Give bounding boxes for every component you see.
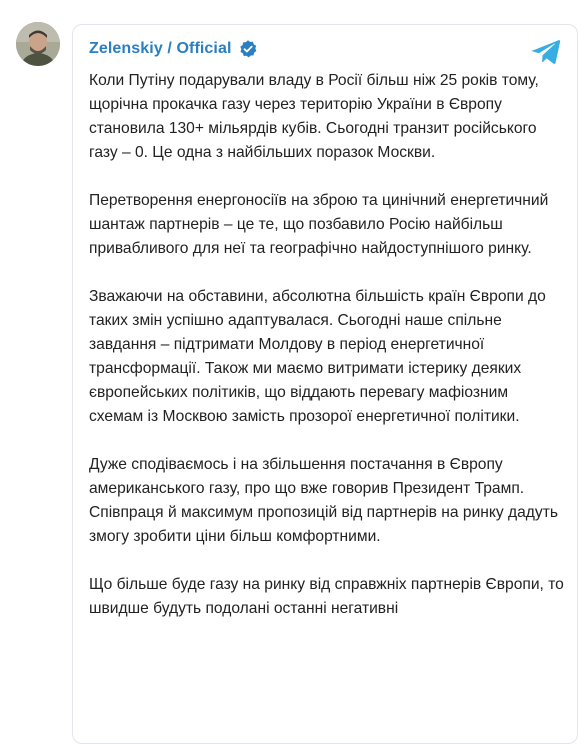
post-text <box>89 69 565 645</box>
post-header <box>89 38 258 60</box>
post-paragraph: Зважаючи на обставини, абсолютна більшість країн Європи до таких змін успішно адаптувалася. Сьогодні наше спільне завдання – підтримати Молдову в період енергетичної трансформації. Також ми маємо витримати істерику деяких європейських політиків, що віддають перевагу мафіозним схемам із Москвою замість прозорої енергетичної політики. <box>89 288 546 425</box>
post-card <box>72 24 578 744</box>
post-paragraph: Перетворення енергоносіїв на зброю та цинічний енергетичний шантаж партнерів – це те, що позбавило Росію найбільш привабливого для неї та географічно найдоступнішого ринку. <box>89 192 549 257</box>
post-paragraph: Що більше буде газу на ринку від справжніх партнерів Європи, то швидше будуть подолані останні негативні <box>89 576 564 617</box>
post-paragraph: Дуже сподіваємось і на збільшення постачання в Європу американського газу, про що вже говорив Президент Трамп. Співпраця й максимум пропозицій від партнерів на ринку дадуть змогу зробити ціни більш комфортними. <box>89 456 558 545</box>
avatar-portrait <box>16 22 60 66</box>
telegram-icon[interactable] <box>531 39 561 65</box>
channel-name-link[interactable]: Zelenskiy / Official <box>89 40 232 57</box>
post-paragraph: Коли Путіну подарували владу в Росії більш ніж 25 років тому, щорічна прокачка газу через територію України в Європу становила 130+ мільярдів кубів. Сьогодні транзит російського газу – 0. Це одна з найбільших поразок Москви. <box>89 72 539 161</box>
channel-avatar[interactable] <box>16 22 60 66</box>
verified-badge-icon <box>238 39 258 59</box>
